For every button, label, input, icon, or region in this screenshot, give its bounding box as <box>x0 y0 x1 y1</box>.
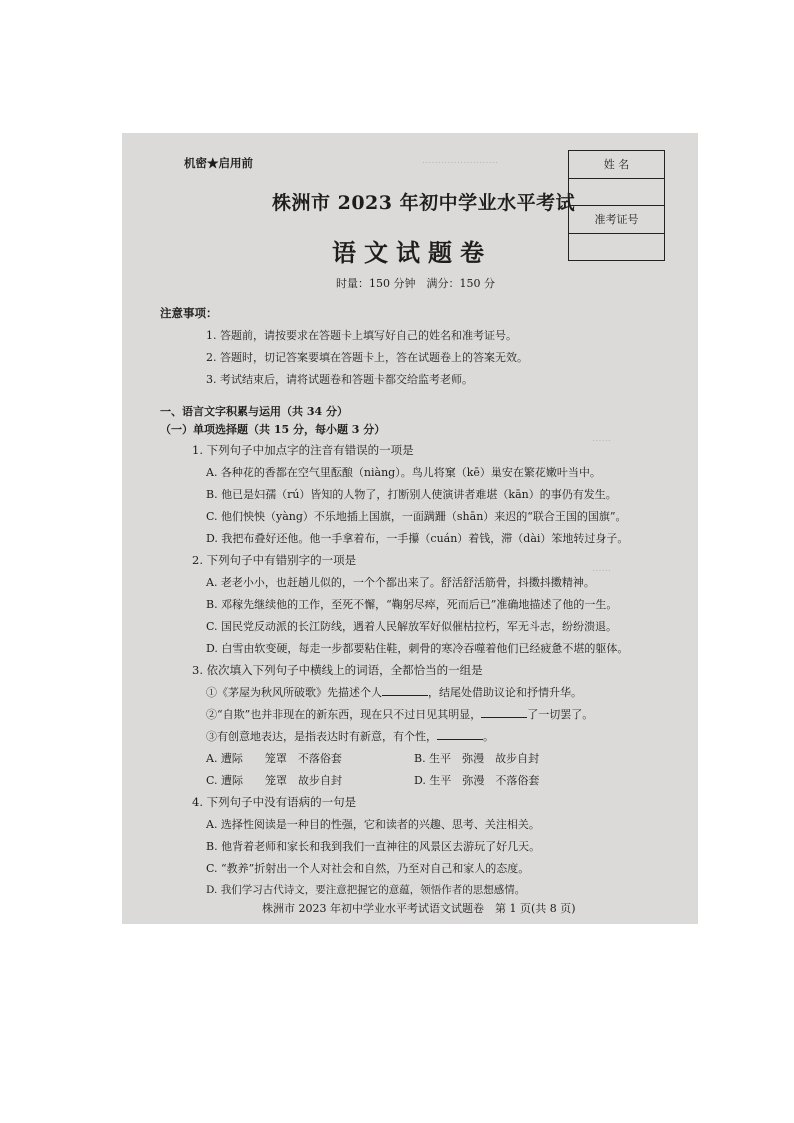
sentence-text: 。 <box>483 730 494 743</box>
answer-blank <box>481 707 527 718</box>
question-2-option-d: D. 白雪由软变硬，每走一步都要粘住鞋，刺骨的寒冷吞噬着他们已经疲惫不堪的躯体。 <box>206 642 629 655</box>
exam-title: 株洲市 2023 年初中学业水平考试 <box>272 192 576 214</box>
sentence-text: ②“自欺”也并非现在的新东西，现在只不过日见其明显， <box>206 708 482 721</box>
question-3-sentence-3 <box>206 728 494 744</box>
subsection-heading: （一）单项选择题（共 15 分，每小题 3 分） <box>160 423 386 436</box>
notice-item: 3. 考试结束后，请将试题卷和答题卡都交给监考老师。 <box>206 373 473 386</box>
question-4-stem: 4. 下列句子中没有语病的一句是 <box>192 795 357 809</box>
confidential-label: 机密★启用前 <box>184 156 253 170</box>
time-score-line: 时量：150 分钟 满分：150 分 <box>336 277 495 290</box>
question-3-option-c: C. 遭际 笼罩 故步自封 <box>206 774 343 787</box>
bleed-text: …… <box>592 433 611 444</box>
question-1-option-a: A. 各种花的香都在空气里酝酿（niàng）。鸟儿将窠（kē）巢安在繁花嫩叶当中。 <box>206 466 601 479</box>
notice-item: 1. 答题前，请按要求在答题卡上填写好自己的姓名和准考证号。 <box>206 329 517 342</box>
question-1-option-c: C. 他们怏怏（yàng）不乐地插上国旗，一面蹒跚（shān）来迟的“联合王国的国旗”。 <box>206 510 627 523</box>
question-4-option-a: A. 选择性阅读是一种目的性强，它和读者的兴趣、思考、关注相关。 <box>206 818 540 831</box>
question-1-option-d: D. 我把布叠好还他。他一手拿着布，一手攥（cuán）着钱，滞（dài）笨地转过身子。 <box>206 532 629 545</box>
question-3-stem: 3. 依次填入下列句子中横线上的词语，全都恰当的一组是 <box>192 663 483 677</box>
question-4-option-d: D. 我们学习古代诗文，要注意把握它的意蕴，领悟作者的思想感情。 <box>206 884 526 896</box>
question-3-option-d: D. 生平 弥漫 不落俗套 <box>414 774 540 787</box>
bleed-text: …………………… <box>422 155 498 166</box>
question-2-option-b: B. 邓稼先继续他的工作，至死不懈，“鞠躬尽瘁，死而后已”准确地描述了他的一生。 <box>206 598 618 611</box>
sentence-text: ，结尾处借助议论和抒情升华。 <box>428 686 582 699</box>
question-3-option-b: B. 生平 弥漫 故步自封 <box>414 752 540 765</box>
question-1-option-b: B. 他已是妇孺（rú）皆知的人物了，打断别人使演讲者难堪（kān）的事仍有发生。 <box>206 488 617 501</box>
question-2-option-a: A. 老老小小，也赶趟儿似的，一个个都出来了。舒活舒活筋骨，抖擞抖擞精神。 <box>206 576 595 589</box>
question-1-stem: 1. 下列句子中加点字的注音有错误的一项是 <box>192 443 414 457</box>
exam-id-label: 准考证号 <box>569 206 664 234</box>
question-3-sentence-2 <box>206 706 593 722</box>
sentence-text: 了一切罢了。 <box>527 708 594 721</box>
name-label: 姓 名 <box>569 151 664 179</box>
question-2-option-c: C. 国民党反动派的长江防线，遇着人民解放军好似催枯拉朽，军无斗志，纷纷溃退。 <box>206 620 618 633</box>
page-footer: 株洲市 2023 年初中学业水平考试语文试题卷 第 1 页(共 8 页) <box>262 902 576 915</box>
exam-id-field[interactable] <box>569 234 664 260</box>
section-heading: 一、语言文字积累与运用（共 34 分） <box>160 405 348 418</box>
sentence-text: ③有创意地表达，是指表达时有新意，有个性， <box>206 730 437 743</box>
question-3-sentence-1 <box>206 684 582 700</box>
sentence-text: ①《茅屋为秋风所破歌》先描述个人 <box>206 686 382 699</box>
question-4-option-b: B. 他背着老师和家长和我到我们一直神往的风景区去游玩了好几天。 <box>206 840 541 853</box>
question-3-option-a: A. 遭际 笼罩 不落俗套 <box>206 752 342 765</box>
answer-blank <box>437 729 483 740</box>
answer-blank <box>382 685 428 696</box>
question-2-stem: 2. 下列句子中有错别字的一项是 <box>192 553 357 567</box>
notice-item: 2. 答题时，切记答案要填在答题卡上，答在试题卷上的答案无效。 <box>206 351 528 364</box>
notice-heading: 注意事项： <box>160 306 218 320</box>
name-field[interactable] <box>569 179 664 206</box>
exam-paper <box>122 133 698 924</box>
paper-title: 语文试题卷 <box>332 238 492 267</box>
bleed-text: …… <box>592 563 611 574</box>
candidate-info-box <box>568 150 665 261</box>
question-4-option-c: C. “教养”折射出一个人对社会和自然，乃至对自己和家人的态度。 <box>206 862 530 875</box>
